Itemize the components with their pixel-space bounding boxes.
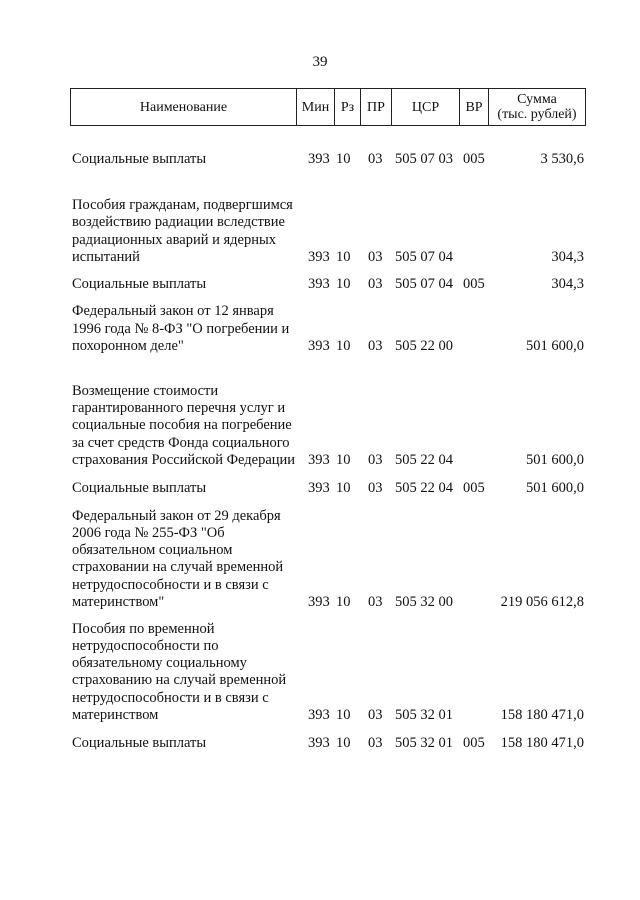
row-sum: 3 530,6 bbox=[540, 150, 584, 167]
row-pr: 03 bbox=[368, 706, 383, 723]
row-name: Социальные выплаты bbox=[72, 479, 207, 496]
header-min: Мин bbox=[296, 89, 334, 125]
row-min: 393 bbox=[308, 275, 330, 292]
row-min: 393 bbox=[308, 451, 330, 468]
row-name: Федеральный закон от 12 января 1996 года № 8-ФЗ "О погребении и похоронном деле" bbox=[72, 303, 290, 354]
row-csr: 505 32 00 bbox=[395, 593, 453, 610]
row-min: 393 bbox=[308, 734, 330, 751]
row-pr: 03 bbox=[368, 479, 383, 496]
row-min: 393 bbox=[308, 337, 330, 354]
row-vr: 005 bbox=[463, 275, 485, 292]
row-rz: 10 bbox=[336, 593, 351, 610]
row-pr: 03 bbox=[368, 734, 383, 751]
row-vr: 005 bbox=[463, 150, 485, 167]
header-sum bbox=[488, 89, 585, 125]
page-number: 39 bbox=[312, 54, 328, 70]
row-sum: 219 056 612,8 bbox=[500, 593, 584, 610]
row-pr: 03 bbox=[368, 275, 383, 292]
table-row bbox=[70, 148, 586, 168]
row-pr: 03 bbox=[368, 248, 383, 265]
row-rz: 10 bbox=[336, 337, 351, 354]
row-rz: 10 bbox=[336, 248, 351, 265]
row-sum: 158 180 471,0 bbox=[500, 734, 584, 751]
row-min: 393 bbox=[308, 248, 330, 265]
table-row bbox=[70, 477, 586, 497]
row-csr: 505 07 04 bbox=[395, 275, 453, 292]
row-sum: 158 180 471,0 bbox=[500, 706, 584, 723]
row-sum: 501 600,0 bbox=[526, 479, 584, 496]
row-pr: 03 bbox=[368, 593, 383, 610]
row-sum: 501 600,0 bbox=[526, 337, 584, 354]
row-csr: 505 07 04 bbox=[395, 248, 453, 265]
row-csr: 505 32 01 bbox=[395, 734, 453, 751]
row-name: Социальные выплаты bbox=[72, 275, 207, 292]
row-name: Социальные выплаты bbox=[72, 734, 207, 751]
row-name: Федеральный закон от 29 декабря 2006 года № 255-ФЗ "Об обязательном социальном страховании на случай временной нетрудоспособности и в связи с материнством" bbox=[72, 507, 284, 610]
header-csr: ЦСР bbox=[391, 89, 459, 125]
header-name: Наименование bbox=[139, 99, 228, 115]
row-rz: 10 bbox=[336, 150, 351, 167]
row-name: Социальные выплаты bbox=[72, 150, 207, 167]
table-row bbox=[70, 273, 586, 293]
row-pr: 03 bbox=[368, 337, 383, 354]
row-rz: 10 bbox=[336, 479, 351, 496]
row-csr: 505 07 03 bbox=[395, 150, 453, 167]
row-min: 393 bbox=[308, 593, 330, 610]
table-row bbox=[70, 366, 586, 469]
row-rz: 10 bbox=[336, 451, 351, 468]
row-min: 393 bbox=[308, 479, 330, 496]
row-sum: 501 600,0 bbox=[526, 451, 584, 468]
row-pr: 03 bbox=[368, 150, 383, 167]
table-row bbox=[70, 178, 586, 266]
row-min: 393 bbox=[308, 706, 330, 723]
row-name: Пособия по временной нетрудоспособности по обязательному социальному страхованию на случай временной нетрудоспособности и в связи с материнством bbox=[72, 620, 287, 723]
table-row bbox=[70, 302, 586, 355]
table-row bbox=[70, 732, 586, 752]
row-rz: 10 bbox=[336, 734, 351, 751]
row-sum: 304,3 bbox=[551, 275, 584, 292]
header-rz: Рз bbox=[334, 89, 360, 125]
row-rz: 10 bbox=[336, 275, 351, 292]
row-vr: 005 bbox=[463, 734, 485, 751]
header-sum-title: Сумма bbox=[517, 92, 557, 107]
row-csr: 505 22 00 bbox=[395, 337, 453, 354]
row-rz: 10 bbox=[336, 706, 351, 723]
header-vr: ВР bbox=[459, 89, 488, 125]
row-pr: 03 bbox=[368, 451, 383, 468]
row-name: Пособия гражданам, подвергшимся воздействию радиации вследствие радиационных аварий и ядерных испытаний bbox=[72, 197, 293, 265]
table-row bbox=[70, 508, 586, 611]
header-pr: ПР bbox=[360, 89, 391, 125]
table-row bbox=[70, 622, 586, 724]
header-sum-unit: (тыс. рублей) bbox=[497, 107, 577, 122]
row-csr: 505 22 04 bbox=[395, 451, 453, 468]
row-csr: 505 22 04 bbox=[395, 479, 453, 496]
table-header bbox=[70, 88, 586, 126]
row-vr: 005 bbox=[463, 479, 485, 496]
row-min: 393 bbox=[308, 150, 330, 167]
row-name: Возмещение стоимости гарантированного перечня услуг и социальные пособия на погребение за счет средств Фонда социального страхования Российской Федерации bbox=[72, 382, 296, 468]
row-sum: 304,3 bbox=[551, 248, 584, 265]
row-csr: 505 32 01 bbox=[395, 706, 453, 723]
